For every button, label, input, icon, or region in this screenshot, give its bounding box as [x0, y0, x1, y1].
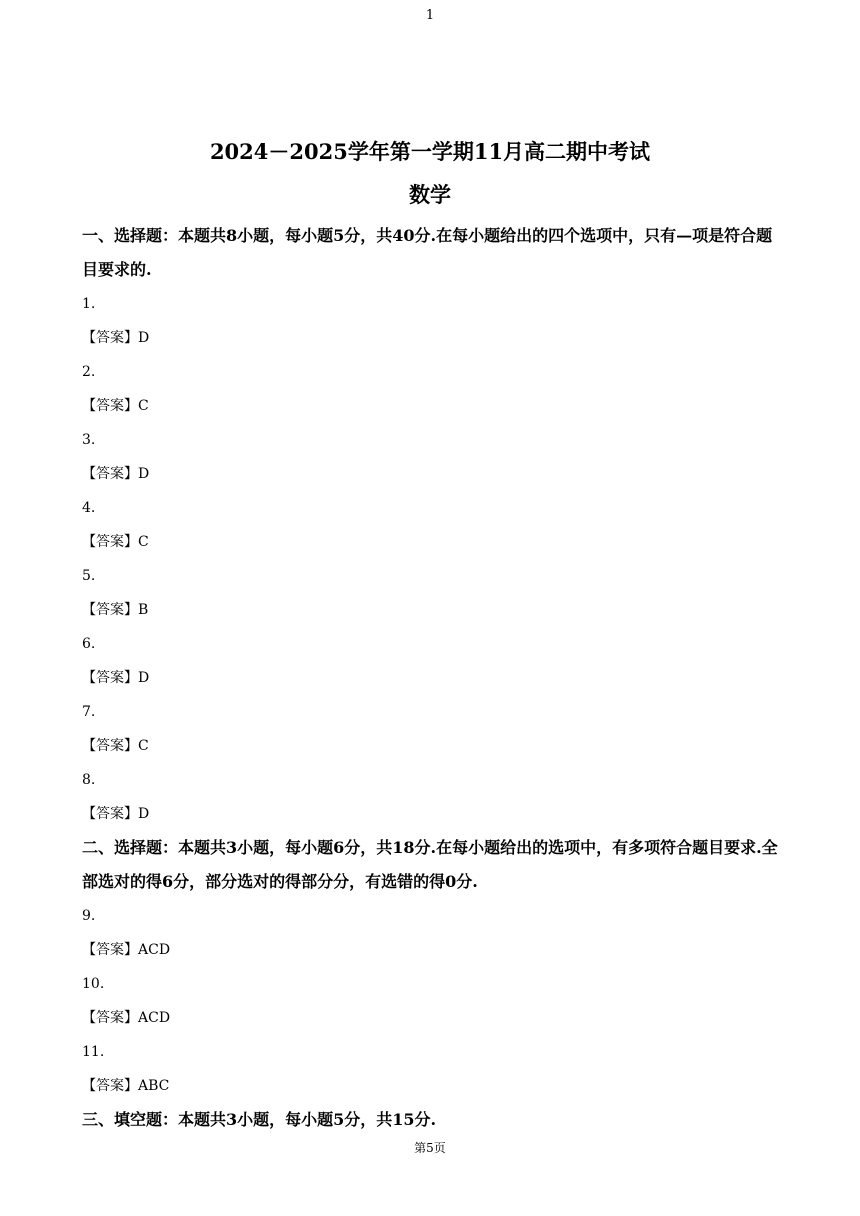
- question-number: 4.: [82, 500, 96, 516]
- section-heading: 一、选择题：本题共8小题，每小题5分，共40分.在每小题给出的四个选项中，只有—项是符合题目要求的.: [82, 226, 773, 279]
- answer-line: 【答案】D: [82, 330, 150, 346]
- question-number: 11.: [82, 1044, 105, 1060]
- answer-line: 【答案】ACD: [82, 1010, 171, 1026]
- question-number: 6.: [82, 636, 96, 652]
- question-number: 9.: [82, 908, 96, 924]
- section-heading: 三、填空题：本题共3小题，每小题5分，共15分.: [82, 1110, 437, 1129]
- answer-line: 【答案】C: [82, 398, 149, 414]
- answer-line: 【答案】B: [82, 602, 149, 618]
- question-number: 1.: [82, 296, 96, 312]
- answer-line: 【答案】D: [82, 806, 150, 822]
- exam-title: 2024－2025学年第一学期11月高二期中考试: [209, 139, 651, 164]
- question-number: 5.: [82, 568, 96, 584]
- answer-line: 【答案】D: [82, 466, 150, 482]
- answer-line: 【答案】ACD: [82, 942, 171, 958]
- page-number-top: 1: [425, 8, 435, 23]
- section-heading: 二、选择题：本题共3小题，每小题6分，共18分.在每小题给出的选项中，有多项符合题目要求.全部选对的得6分，部分选对的得部分分，有选错的得0分.: [82, 838, 778, 891]
- document-body: [82, 219, 782, 1137]
- answer-line: 【答案】C: [82, 534, 149, 550]
- exam-subject: 数学: [409, 182, 451, 207]
- page-footer: 第5页: [414, 1141, 446, 1155]
- answer-line: 【答案】ABC: [82, 1078, 170, 1094]
- answer-line: 【答案】D: [82, 670, 150, 686]
- question-number: 7.: [82, 704, 96, 720]
- question-number: 3.: [82, 432, 96, 448]
- question-number: 2.: [82, 364, 96, 380]
- question-number: 8.: [82, 772, 96, 788]
- answer-line: 【答案】C: [82, 738, 149, 754]
- question-number: 10.: [82, 976, 105, 992]
